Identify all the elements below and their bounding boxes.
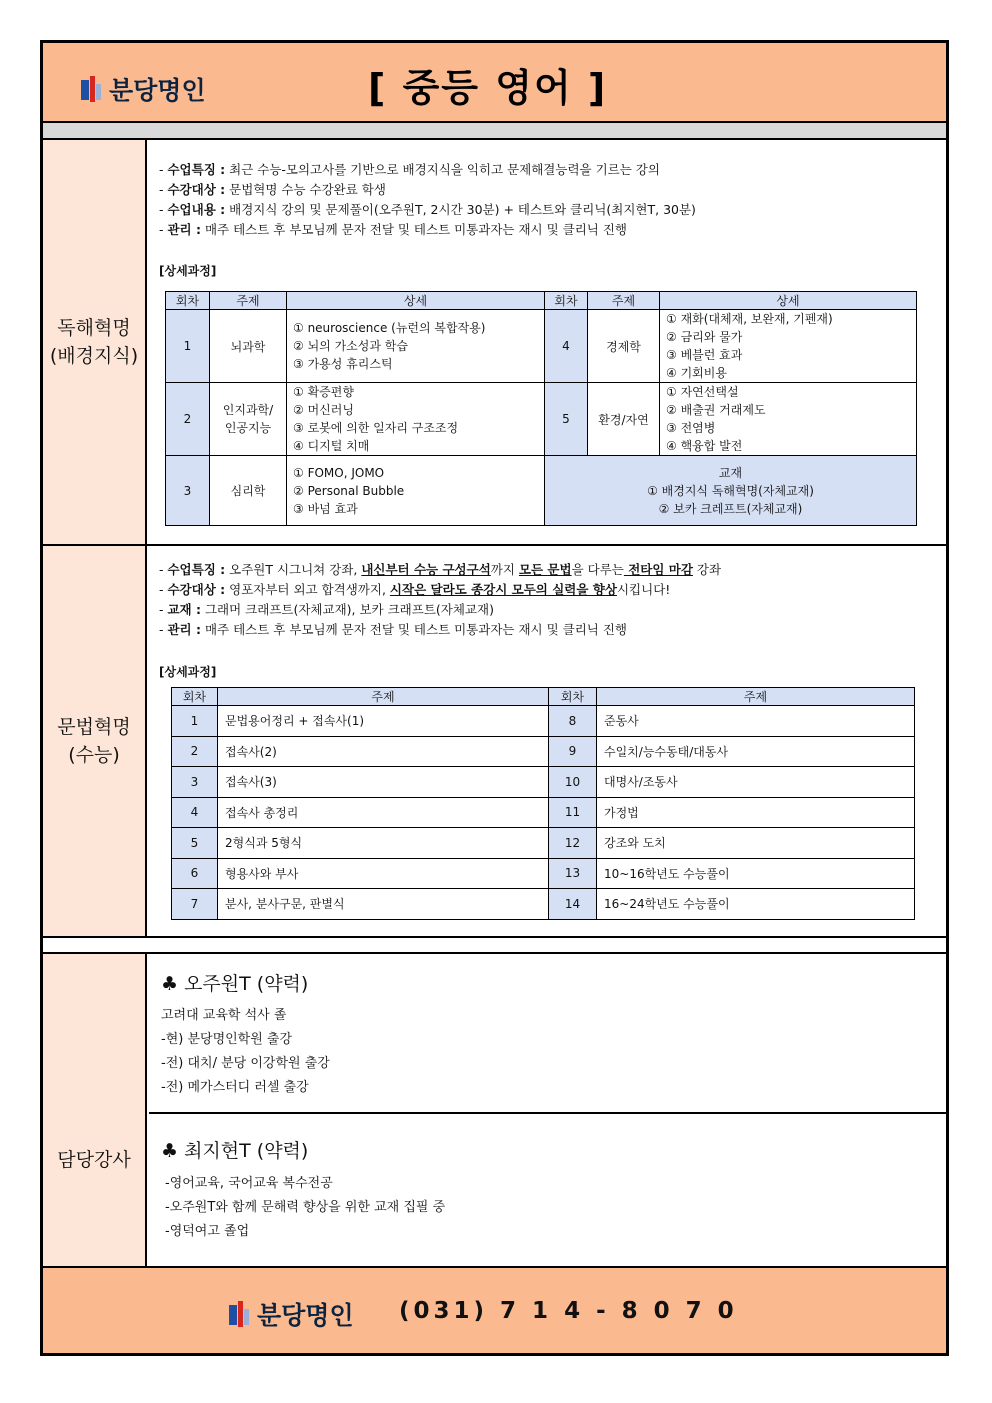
session-number: 13 [549,858,597,889]
session-topic: 강조와 도치 [597,828,915,859]
detail-line: ③ 로봇에 의한 일자리 구조조정 [293,421,459,435]
session-details [660,383,917,456]
session-number: 8 [549,706,597,737]
detail-line: ① FOMO, JOMO [293,465,385,480]
bullet-item: - 교재 : 그래머 크래프트(자체교재), 보카 크래프트(자체교재) [159,602,494,617]
bullet-item: - 수업특징 : 오주원T 시그니쳐 강좌, 내신부터 수능 구성구석까지 모든 문법을 다루는 전타임 마감 강좌 [159,562,722,577]
section-divider [43,936,946,938]
session-number: 12 [549,828,597,859]
col-header: 상세 [660,292,917,310]
col-header: 상세 [287,292,545,310]
detail-line: ② 머신러닝 [293,403,354,417]
bio-line: -전) 메가스터디 러셀 출강 [161,1080,309,1095]
bullet-item: - 관리 : 매주 테스트 후 부모님께 문자 전달 및 테스트 미통과자는 재시 및 클리닉 진행 [159,222,627,237]
topic-line: 인공지능 [224,421,272,435]
bullet-text: 문법혁명 수능 수강완료 학생 [225,182,386,197]
page-title: [ 중등 영어 ] [368,66,608,110]
footer-logo-text: 분당명인 [257,1301,354,1330]
footer [43,1266,946,1353]
detail-line: ② 뇌의 가소성과 학습 [293,339,408,353]
grammar-curriculum-table [171,687,915,920]
section1-label [43,140,147,544]
bullet-emphasis: 시작은 달라도 종강시 모두의 실력을 향상 [389,582,617,597]
session-details [660,310,917,383]
detail-line: ① 재화(대체재, 보완재, 기펜재) [666,312,833,326]
session-topic: 10~16학년도 수능풀이 [597,858,915,889]
bio-line: -영덕여고 졸업 [165,1224,250,1239]
detail-line: ④ 핵융합 발전 [666,439,743,453]
bullet-emphasis: 모든 문법 [518,562,572,577]
session-details [287,456,545,526]
detail-line: ① neuroscience (뉴런의 복합작용) [293,321,486,335]
session-number: 14 [549,889,597,920]
bullet-text: 그래머 크래프트(자체교재), 보카 크래프트(자체교재) [201,602,494,617]
bio-line: -오주원T와 함께 문해력 향상을 위한 교재 집필 중 [165,1200,446,1215]
session-topic: 2형식과 5형식 [218,828,549,859]
col-header: 주제 [597,688,915,706]
table-row [172,767,915,798]
bullet-text: 까지 [490,562,519,577]
session-topic: 접속사(3) [218,767,549,798]
section1-label-line2: (배경지식) [49,345,139,367]
bullet-label: 수업특징 : [167,562,226,577]
detail-title: [상세과정] [159,665,217,679]
section2-label-line1: 문법혁명 [57,716,131,738]
session-topic: 형용사와 부사 [218,858,549,889]
bullet-text: 영포자부터 외고 합격생까지, [225,582,390,597]
bullet-emphasis: 내신부터 수능 구성구석 [361,562,491,577]
detail-line: ③ 전염병 [666,421,716,435]
instructor2-name: ♣ 최지현T (약력) [161,1140,309,1162]
header [43,43,946,123]
col-header: 회차 [549,688,597,706]
instructor1-name: ♣ 오주원T (약력) [161,973,309,995]
logo-mark-icon [81,76,103,102]
detail-line: ④ 기회비용 [666,366,727,380]
detail-title: [상세과정] [159,264,217,278]
session-topic: 환경/자연 [588,383,660,456]
instructors-label-text: 담당강사 [57,1149,131,1171]
table-row [172,736,915,767]
session-topic [210,383,287,456]
session-number: 9 [549,736,597,767]
session-number: 5 [172,828,218,859]
session-topic: 접속사(2) [218,736,549,767]
session-topic: 대명사/조동사 [597,767,915,798]
bullet-text: 매주 테스트 후 부모님께 문자 전달 및 테스트 미통과자는 재시 및 클리닉 진행 [201,622,627,637]
session-number: 2 [166,383,210,456]
session-number: 2 [172,736,218,767]
detail-line: ③ 바넘 효과 [293,501,358,516]
session-topic: 문법용어정리 + 접속사(1) [218,706,549,737]
bio-line: 고려대 교육학 석사 졸 [161,1008,287,1023]
logo-text: 분당명인 [109,76,206,105]
detail-line: ② 배출권 거래제도 [666,403,766,417]
instructor1-bio [161,1004,330,1100]
section2-label [43,546,147,936]
session-number: 4 [172,797,218,828]
table-row [172,858,915,889]
material-item: ① 배경지식 독해혁명(자체교재) [647,483,814,498]
session-number: 10 [549,767,597,798]
materials-cell [545,456,917,526]
bio-line: -현) 분당명인학원 출강 [161,1032,293,1047]
bullet-label: 수강대상 : [167,582,226,597]
bullet-text: 최근 수능-모의고사를 기반으로 배경지식을 익히고 문제해결능력을 기르는 강의 [225,162,660,177]
session-details [287,383,545,456]
session-number: 7 [172,889,218,920]
bullet-emphasis: 전타임 마감 [623,562,693,577]
logo-mark-icon [229,1301,251,1327]
table-row [172,828,915,859]
footer-logo [229,1296,354,1332]
session-details [287,310,545,383]
bullet-text: 시킵니다! [616,582,671,597]
session-topic: 준동사 [597,706,915,737]
table-row [172,797,915,828]
col-header: 주제 [588,292,660,310]
table-row [166,310,917,383]
bullet-label: 수강대상 : [167,182,226,197]
session-number: 4 [545,310,588,383]
bullet-label: 수업내용 : [167,202,226,217]
phone-number: (031) 7 1 4 - 8 0 7 0 [399,1298,738,1324]
session-topic: 경제학 [588,310,660,383]
session-number: 5 [545,383,588,456]
bullet-label: 교재 : [167,602,201,617]
detail-line: ② 금리와 물가 [666,330,743,344]
session-topic: 16~24학년도 수능풀이 [597,889,915,920]
page-frame [40,40,949,1356]
detail-line: ① 자연선택설 [666,385,739,399]
bullet-text: 배경지식 강의 및 문제풀이(오주원T, 2시간 30분) + 테스트와 클리닉(최지현T, 30분) [225,202,696,217]
table-row [172,889,915,920]
bullet-item: - 수강대상 : 문법혁명 수능 수강완료 학생 [159,182,386,197]
col-header: 회차 [172,688,218,706]
table-row [172,706,915,737]
bio-line: -영어교육, 국어교육 복수전공 [165,1176,333,1191]
academy-logo [81,71,206,107]
col-header: 주제 [210,292,287,310]
bullet-item: - 수강대상 : 영포자부터 외고 합격생까지, 시작은 달라도 종강시 모두의 실력을 향상시킵니다! [159,582,671,597]
bio-line: -전) 대치/ 분당 이강학원 출강 [161,1056,330,1071]
bullet-text: 오주원T 시그니쳐 강좌, [225,562,362,577]
material-item: ② 보카 크레프트(자체교재) [658,501,803,516]
materials-title: 교재 [718,465,743,480]
detail-line: ① 확증편향 [293,385,354,399]
bullet-text: 강좌 [692,562,722,577]
bullet-text: 을 다루는 [571,562,624,577]
session-topic: 접속사 총정리 [218,797,549,828]
section1-bullets [159,160,696,240]
section2-content [149,546,946,936]
session-number: 1 [172,706,218,737]
session-number: 11 [549,797,597,828]
reading-curriculum-table [165,291,917,526]
bullet-label: 관리 : [167,622,201,637]
bullet-item: - 수업특징 : 최근 수능-모의고사를 기반으로 배경지식을 익히고 문제해결능력을 기르는 강의 [159,162,660,177]
instructor2-block [149,1114,946,1266]
col-header: 회차 [545,292,588,310]
session-number: 6 [172,858,218,889]
bullet-item: - 수업내용 : 배경지식 강의 및 문제풀이(오주원T, 2시간 30분) + 테스트와 클리닉(최지현T, 30분) [159,202,696,217]
session-topic: 분사, 분사구문, 판별식 [218,889,549,920]
col-header: 주제 [218,688,549,706]
bullet-label: 관리 : [167,222,201,237]
session-topic: 심리학 [210,456,287,526]
section2-label-line2: (수능) [68,744,120,766]
session-number: 3 [172,767,218,798]
detail-line: ③ 가용성 휴리스틱 [293,357,393,371]
bullet-text: 매주 테스트 후 부모님께 문자 전달 및 테스트 미통과자는 재시 및 클리닉 진행 [201,222,627,237]
bullet-item: - 관리 : 매주 테스트 후 부모님께 문자 전달 및 테스트 미통과자는 재시 및 클리닉 진행 [159,622,627,637]
divider-strip [43,123,946,140]
instructors-label [43,954,147,1266]
table-row [166,456,917,526]
section1-label-line1: 독해혁명 [57,317,131,339]
session-topic: 수일치/능수동태/대동사 [597,736,915,767]
instructor1-block [149,954,946,1114]
detail-line: ④ 디지털 치매 [293,439,370,453]
section2-bullets [159,560,721,640]
table-row [166,383,917,456]
session-topic: 가정법 [597,797,915,828]
section1-content [149,140,946,544]
session-number: 1 [166,310,210,383]
topic-line: 인지과학/ [222,403,274,417]
session-topic: 뇌과학 [210,310,287,383]
detail-line: ② Personal Bubble [293,483,405,498]
session-number: 3 [166,456,210,526]
col-header: 회차 [166,292,210,310]
bullet-label: 수업특징 : [167,162,226,177]
instructor2-bio [165,1172,445,1244]
detail-line: ③ 베블런 효과 [666,348,743,362]
